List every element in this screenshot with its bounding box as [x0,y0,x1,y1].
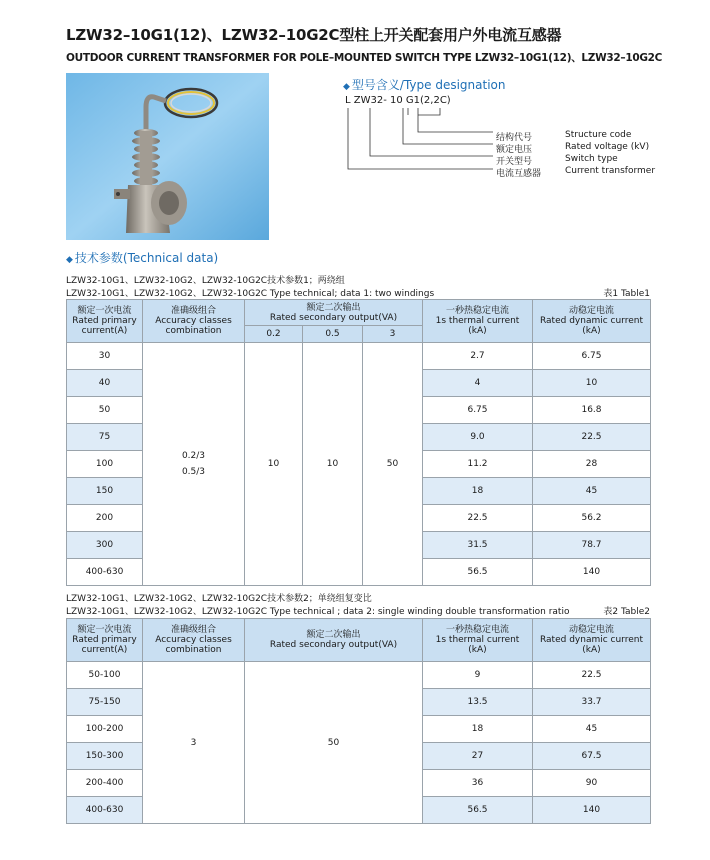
t2-thermal: 9 [423,662,533,689]
t2-output-value: 50 [245,662,423,824]
t2-header-accuracy: 准确级组合 Accuracy classes combination [143,619,245,662]
t1-dynamic: 140 [533,559,651,586]
t2-header-primary: 额定一次电流 Rated primary current(A) [67,619,143,662]
t1-current: 400-630 [67,559,143,586]
designation-en-1: Structure code [565,130,632,140]
designation-cn-1: 结构代号 [496,133,533,143]
t1-thermal: 4 [423,370,533,397]
t2-thermal: 27 [423,743,533,770]
table1-note-en: LZW32-10G1、LZW32-10G2、LZW32-10G2C Type technical; data 1: two windings [66,289,435,299]
t1-thermal: 31.5 [423,532,533,559]
t2-current: 75-150 [67,689,143,716]
technical-heading: ◆ 技术参数(Technical data) [66,251,219,265]
t1-dynamic: 22.5 [533,424,651,451]
t2-dynamic: 22.5 [533,662,651,689]
t1-thermal: 56.5 [423,559,533,586]
t1-dynamic: 16.8 [533,397,651,424]
t1-current: 30 [67,343,143,370]
designation-cn-4: 电流互感器 [496,169,542,179]
t1-sub-0.5: 0.5 [303,326,363,343]
t2-header-thermal: 一秒热稳定电流 1s thermal current (kA) [423,619,533,662]
page-title: LZW32–10G1(12)、LZW32–10G2C型柱上开关配套用户外电流互感器 [66,26,562,44]
t1-dynamic: 78.7 [533,532,651,559]
t1-thermal: 18 [423,478,533,505]
t1-output-0.5: 10 [303,343,363,586]
t2-dynamic: 140 [533,797,651,824]
t2-header-dynamic: 动稳定电流 Rated dynamic current (kA) [533,619,651,662]
t1-header-accuracy: 准确级组合 Accuracy classes combination [143,300,245,343]
t1-thermal: 11.2 [423,451,533,478]
designation-heading: ◆ 型号含义/Type designation [343,78,506,92]
designation-code: L ZW32- 10 G1(2,2C) [345,95,451,106]
table-row [67,343,651,370]
bullet-icon: ◆ [66,255,73,265]
t2-dynamic: 33.7 [533,689,651,716]
t2-current: 200-400 [67,770,143,797]
t1-current: 75 [67,424,143,451]
bullet-icon: ◆ [343,82,350,92]
table1-note-cn: LZW32-10G1、LZW32-10G2、LZW32-10G2C技术参数1；两绕组 [66,276,345,286]
table-row [67,662,651,689]
t2-dynamic: 67.5 [533,743,651,770]
table1-label: 表1 Table1 [603,289,650,299]
t1-output-0.2: 10 [245,343,303,586]
table2-note-cn: LZW32-10G1、LZW32-10G2、LZW32-10G2C技术参数2；单绕组复变比 [66,594,372,604]
t2-thermal: 56.5 [423,797,533,824]
t1-dynamic: 45 [533,478,651,505]
t1-current: 40 [67,370,143,397]
t2-dynamic: 45 [533,716,651,743]
t1-thermal: 2.7 [423,343,533,370]
designation-diagram [345,105,495,175]
t1-current: 300 [67,532,143,559]
t1-dynamic: 28 [533,451,651,478]
t2-thermal: 18 [423,716,533,743]
t1-current: 200 [67,505,143,532]
designation-en-2: Rated voltage (kV) [565,142,650,152]
t1-dynamic: 6.75 [533,343,651,370]
t1-current: 50 [67,397,143,424]
t1-thermal: 22.5 [423,505,533,532]
t1-accuracy-value: 0.2/3 0.5/3 [143,343,245,586]
t1-output-3: 50 [363,343,423,586]
t1-dynamic: 56.2 [533,505,651,532]
designation-cn-2: 额定电压 [496,145,533,155]
designation-en-3: Switch type [565,154,618,164]
t1-thermal: 9.0 [423,424,533,451]
t1-sub-0.2: 0.2 [245,326,303,343]
table2 [66,618,651,824]
t1-header-thermal: 一秒热稳定电流 1s thermal current (kA) [423,300,533,343]
page-subtitle: OUTDOOR CURRENT TRANSFORMER FOR POLE–MOUNTED SWITCH TYPE LZW32–10G1(12)、LZW32–10G2C [66,52,663,64]
t1-header-dynamic: 动稳定电流 Rated dynamic current (kA) [533,300,651,343]
t1-current: 100 [67,451,143,478]
t1-dynamic: 10 [533,370,651,397]
table2-note-en: LZW32-10G1、LZW32-10G2、LZW32-10G2C Type technical ; data 2: single winding double transformation ratio [66,607,570,617]
designation-en-4: Current transformer [565,166,656,176]
t2-accuracy-value: 3 [143,662,245,824]
t1-header-secondary: 额定二次输出 Rated secondary output(VA) [245,300,423,326]
t2-current: 50-100 [67,662,143,689]
t2-header-secondary: 额定二次输出 Rated secondary output(VA) [245,619,423,662]
t2-thermal: 13.5 [423,689,533,716]
designation-cn-3: 开关型号 [496,157,533,167]
table2-label: 表2 Table2 [603,607,650,617]
t1-current: 150 [67,478,143,505]
t1-sub-3: 3 [363,326,423,343]
t2-thermal: 36 [423,770,533,797]
t2-current: 100-200 [67,716,143,743]
t1-thermal: 6.75 [423,397,533,424]
t2-dynamic: 90 [533,770,651,797]
t2-current: 150-300 [67,743,143,770]
t2-current: 400-630 [67,797,143,824]
t1-header-primary: 额定一次电流 Rated primary current(A) [67,300,143,343]
product-photo [66,73,269,240]
table1 [66,299,651,586]
